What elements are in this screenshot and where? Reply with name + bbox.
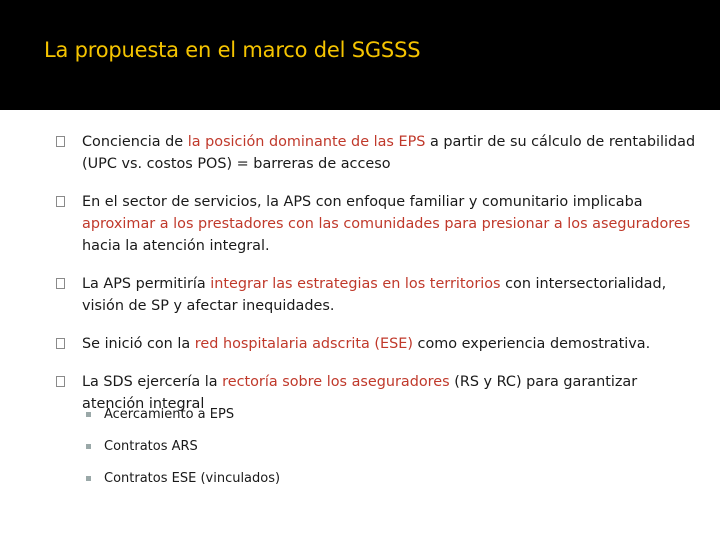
- bullet-item: La SDS ejercería la rectoría sobre los aseguradores (RS y RC) para garantizar atención integral: [56, 371, 696, 415]
- bullet-marker-icon: [56, 278, 65, 289]
- sub-bullet-item: Contratos ESE (vinculados): [84, 470, 584, 488]
- square-bullet-icon: [86, 412, 91, 417]
- bullet-item: La APS permitiría integrar las estrategias en los territorios con intersectorialidad, visión de SP y afectar inequidades.: [56, 273, 696, 317]
- title-bar: [0, 0, 720, 110]
- slide-title: La propuesta en el marco del SGSSS: [44, 38, 421, 62]
- sub-bullet-item: Contratos ARS: [84, 438, 584, 456]
- bullet-marker-icon: [56, 376, 65, 387]
- highlight-text: aproximar a los prestadores con las comunidades para presionar a los aseguradores: [82, 216, 691, 232]
- bullet-item: Se inició con la red hospitalaria adscrita (ESE) como experiencia demostrativa.: [56, 333, 696, 355]
- square-bullet-icon: [86, 444, 91, 449]
- bullet-marker-icon: [56, 136, 65, 147]
- highlight-text: rectoría sobre los aseguradores: [222, 374, 450, 390]
- square-bullet-icon: [86, 476, 91, 481]
- highlight-text: la posición dominante de las EPS: [187, 134, 426, 150]
- sub-bullet-list: [84, 406, 584, 502]
- sub-bullet-item: Acercamiento a EPS: [84, 406, 584, 424]
- highlight-text: red hospitalaria adscrita (ESE): [194, 336, 413, 352]
- bullet-list: [56, 131, 696, 431]
- bullet-marker-icon: [56, 196, 65, 207]
- highlight-text: integrar las estrategias en los territorios: [210, 276, 501, 292]
- bullet-marker-icon: [56, 338, 65, 349]
- bullet-item: Conciencia de la posición dominante de las EPS a partir de su cálculo de rentabilidad (UPC vs. costos POS) = barreras de acceso: [56, 131, 696, 175]
- bullet-item: En el sector de servicios, la APS con enfoque familiar y comunitario implicaba aproximar a los prestadores con las comunidades para presionar a los aseguradores hacia la atención integral.: [56, 191, 696, 257]
